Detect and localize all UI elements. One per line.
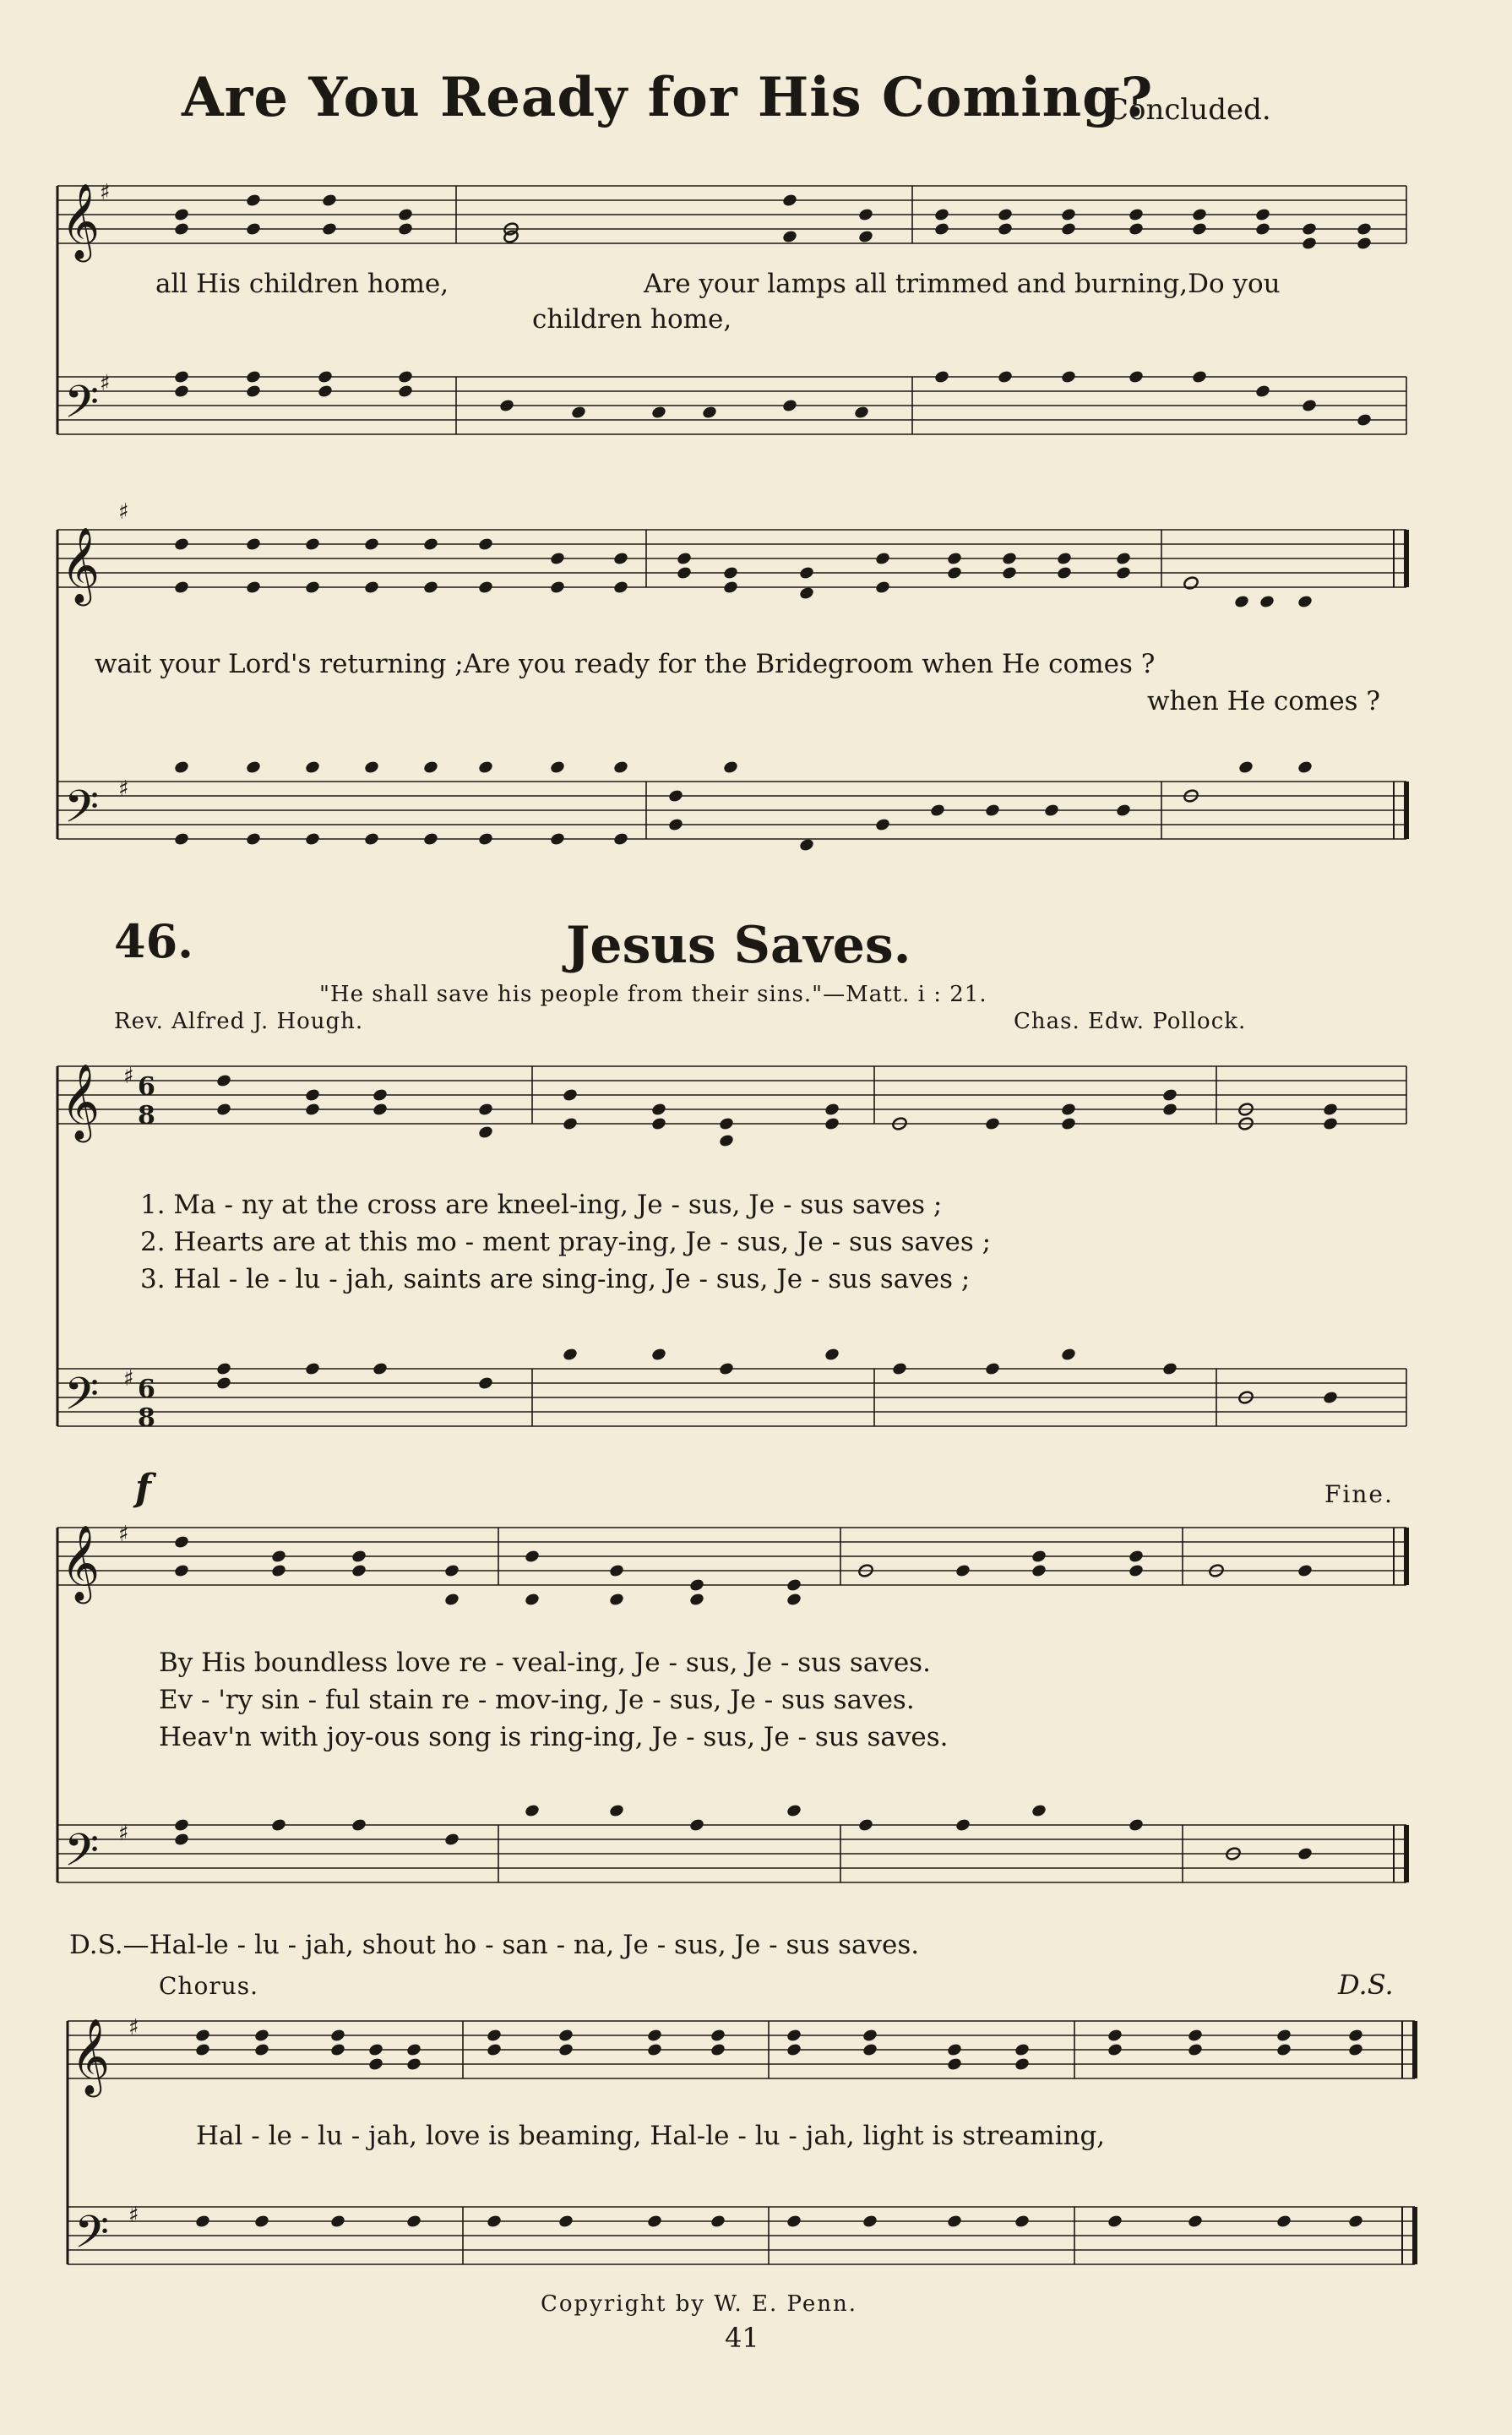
- chorus-label: Chorus.: [159, 1972, 259, 2000]
- time-signature-icon: 8: [138, 1101, 155, 1130]
- key-sharp-icon: ♯: [118, 776, 129, 802]
- lyric-line: children home,: [532, 304, 732, 335]
- treble-clef-icon: 𝄞: [61, 1064, 101, 1140]
- lyric-line: Are your lamps all trimmed and burning,Do you: [644, 269, 1281, 299]
- bass-clef-icon: 𝄢: [64, 782, 100, 844]
- bass-clef-icon: 𝄢: [64, 1825, 100, 1888]
- forte-mark: f: [135, 1467, 151, 1510]
- verse-3: 3. Hal - le - lu - jah, saints are sing-ing, Je - sus, Je - sus saves ;: [140, 1264, 971, 1294]
- treble-clef-icon: 𝄞: [61, 183, 101, 259]
- lyric-line: wait your Lord's returning ;Are you ready for the Bridegroom when He comes ?: [95, 649, 1156, 679]
- hymn-number: 46.: [114, 914, 193, 968]
- key-sharp-icon: ♯: [128, 2203, 139, 2228]
- verse-2: 2. Hearts are at this mo - ment pray-ing, Je - sus, Je - sus saves ;: [140, 1227, 992, 1257]
- verse-3-b: Heav'n with joy-ous song is ring-ing, Je - sus, Je - sus saves.: [159, 1722, 949, 1752]
- treble-clef-icon: 𝄞: [61, 1525, 101, 1601]
- lyric-line: when He comes ?: [1147, 686, 1381, 716]
- time-signature-icon: 6: [138, 1375, 155, 1404]
- epigraph: "He shall save his people from their sins."—Matt. i : 21.: [319, 982, 987, 1007]
- key-sharp-icon: ♯: [118, 499, 129, 525]
- hymn-title: Are You Ready for His Coming?: [182, 66, 1154, 129]
- ds-mark: D.S.: [1338, 1969, 1394, 2001]
- verse-1-b: By His boundless love re - veal-ing, Je - sus, Je - sus saves.: [159, 1648, 931, 1678]
- key-sharp-icon: ♯: [128, 2015, 139, 2040]
- bass-clef-icon: 𝄢: [74, 2207, 110, 2269]
- time-signature-icon: 8: [138, 1403, 155, 1433]
- treble-clef-icon: 𝄞: [71, 2018, 111, 2095]
- bass-clef-icon: 𝄢: [64, 377, 100, 439]
- key-sharp-icon: ♯: [123, 1366, 134, 1392]
- ds-lyric-line: D.S.—Hal-le - lu - jah, shout ho - san - na, Je - sus, Je - sus saves.: [69, 1930, 920, 1960]
- key-sharp-icon: ♯: [118, 1821, 129, 1846]
- key-sharp-icon: ♯: [118, 1522, 129, 1547]
- composer-credit: Chas. Edw. Pollock.: [1014, 1009, 1247, 1034]
- copyright-notice: Copyright by W. E. Penn.: [541, 2291, 858, 2317]
- chorus-lyric: Hal - le - lu - jah, love is beaming, Hal-le - lu - jah, light is streaming,: [196, 2121, 1106, 2151]
- author-credit: Rev. Alfred J. Hough.: [114, 1009, 364, 1034]
- page-number: 41: [725, 2322, 759, 2354]
- key-sharp-icon: ♯: [123, 1064, 134, 1089]
- verse-2-b: Ev - 'ry sin - ful stain re - mov-ing, Je - sus, Je - sus saves.: [159, 1685, 915, 1715]
- lyric-line: all His children home,: [155, 269, 449, 299]
- concluded-label: Concluded.: [1107, 93, 1271, 127]
- treble-clef-icon: 𝄞: [61, 527, 101, 603]
- verse-1: 1. Ma - ny at the cross are kneel-ing, Je - sus, Je - sus saves ;: [140, 1190, 943, 1220]
- hymn-title: Jesus Saves.: [566, 916, 911, 975]
- time-signature-icon: 6: [138, 1072, 155, 1102]
- fine-mark: Fine.: [1324, 1480, 1394, 1508]
- key-sharp-icon: ♯: [100, 180, 111, 205]
- bass-clef-icon: 𝄢: [64, 1369, 100, 1431]
- key-sharp-icon: ♯: [100, 371, 111, 396]
